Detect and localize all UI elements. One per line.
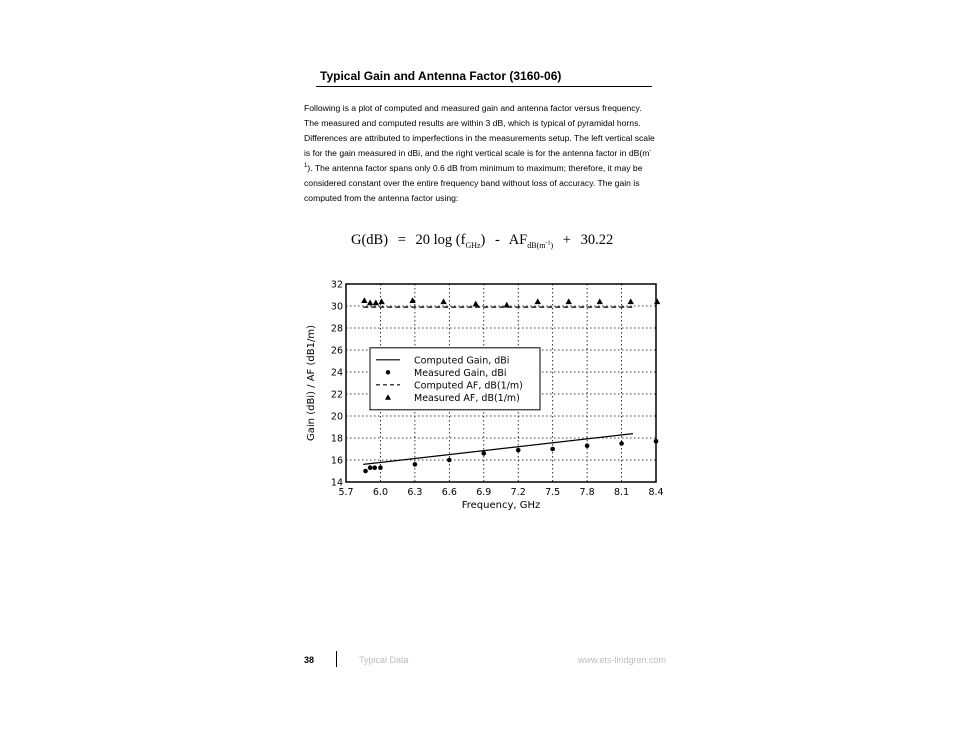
y-tick-label: 32 xyxy=(330,279,343,291)
footer-divider xyxy=(336,651,337,667)
measured-af-point xyxy=(367,300,373,306)
measured-af-point xyxy=(473,301,479,307)
x-tick-label: 5.7 xyxy=(338,487,354,498)
legend-symbol-circle xyxy=(386,370,390,374)
y-tick-label: 26 xyxy=(330,345,343,357)
formula-minus: - xyxy=(495,232,500,248)
y-tick-label: 24 xyxy=(330,367,343,379)
formula-plus: + xyxy=(562,232,571,248)
formula-af-sub xyxy=(527,241,553,250)
measured-gain-point xyxy=(363,469,368,474)
legend-label: Computed AF, dB(1/m) xyxy=(414,380,523,392)
measured-gain-point xyxy=(516,448,521,453)
formula-term1: 20 log (f xyxy=(415,232,466,248)
measured-gain-point xyxy=(654,439,659,444)
measured-gain-point xyxy=(368,465,373,470)
formula-af-sub-sup: -1 xyxy=(545,240,551,247)
y-axis-label: Gain (dBi) / AF (dB1/m) xyxy=(306,325,317,441)
x-tick-label: 6.9 xyxy=(476,487,492,498)
measured-gain-point xyxy=(447,458,452,463)
y-tick-label: 16 xyxy=(330,455,343,467)
body-paragraph xyxy=(304,101,656,206)
y-tick-label: 30 xyxy=(330,301,343,313)
measured-gain-point xyxy=(372,465,377,470)
y-tick-label: 20 xyxy=(330,411,343,423)
x-tick-label: 7.5 xyxy=(545,487,561,498)
y-tick-label: 18 xyxy=(330,433,343,445)
formula-constant: 30.22 xyxy=(580,232,614,248)
x-tick-label: 8.4 xyxy=(648,487,664,498)
formula-af: AF xyxy=(508,232,528,248)
measured-gain-point xyxy=(481,451,486,456)
formula-equals: = xyxy=(397,232,406,248)
measured-af-point xyxy=(535,298,541,304)
footer-website: www.ets-lindgren.com xyxy=(578,655,667,665)
formula-term1-sub: GHz xyxy=(465,240,481,250)
y-tick-label: 22 xyxy=(330,389,343,401)
formula-af-sub-close: ) xyxy=(550,240,554,250)
title-underline xyxy=(316,86,652,87)
formula-term1-close: ) xyxy=(480,232,486,248)
measured-gain-point xyxy=(585,443,590,448)
measured-af-point xyxy=(654,298,660,304)
paragraph-superscript: -1 xyxy=(304,148,652,170)
measured-gain-point xyxy=(378,465,383,470)
x-axis-label: Frequency, GHz xyxy=(461,500,541,511)
measured-af-point xyxy=(597,298,603,304)
measured-af-point xyxy=(440,298,446,304)
measured-af-point xyxy=(504,302,510,308)
chart-legend xyxy=(370,348,540,410)
paragraph-part2: ). The antenna factor spans only 0.6 dB from minimum to maximum; therefore, it may be considered constant over the entire frequency band without loss of accuracy. The gain is computed from the antenna factor using: xyxy=(304,163,643,203)
measured-gain-point xyxy=(413,462,418,467)
formula-lhs: G(dB) xyxy=(351,232,389,248)
y-tick-label: 14 xyxy=(330,477,343,489)
x-tick-label: 8.1 xyxy=(614,487,630,498)
gain-af-chart xyxy=(300,276,670,516)
formula-af-sub-text: dB(m xyxy=(527,240,546,250)
legend-label: Measured AF, dB(1/m) xyxy=(414,392,520,404)
measured-af-point xyxy=(361,297,367,303)
measured-gain-point xyxy=(550,447,555,452)
measured-af-point xyxy=(378,298,384,304)
x-tick-label: 6.3 xyxy=(407,487,423,498)
measured-gain-point xyxy=(619,441,624,446)
legend-label: Computed Gain, dBi xyxy=(414,355,510,367)
footer-section-name: Typical Data xyxy=(359,655,409,665)
x-tick-label: 6.6 xyxy=(441,487,457,498)
paragraph-part1: Following is a plot of computed and measured gain and antenna factor versus frequency. The measured and computed results are within 3 dB, which is typical of pyramidal horns. Differences are attributed to imperfections in the measurements setup. The left vertical scale is for the gain measured in dBi, and the right vertical scale is for the antenna factor in dB(m xyxy=(304,103,655,158)
section-title: Typical Gain and Antenna Factor (3160-06) xyxy=(320,69,562,83)
measured-af-point xyxy=(628,298,634,304)
page-number: 38 xyxy=(304,655,315,665)
measured-af-point xyxy=(566,298,572,304)
x-tick-label: 7.2 xyxy=(510,487,526,498)
legend-label: Measured Gain, dBi xyxy=(414,367,507,379)
x-tick-label: 6.0 xyxy=(372,487,388,498)
x-tick-label: 7.8 xyxy=(579,487,595,498)
measured-af-point xyxy=(373,300,379,306)
gain-formula xyxy=(351,232,613,250)
y-tick-label: 28 xyxy=(330,323,343,335)
